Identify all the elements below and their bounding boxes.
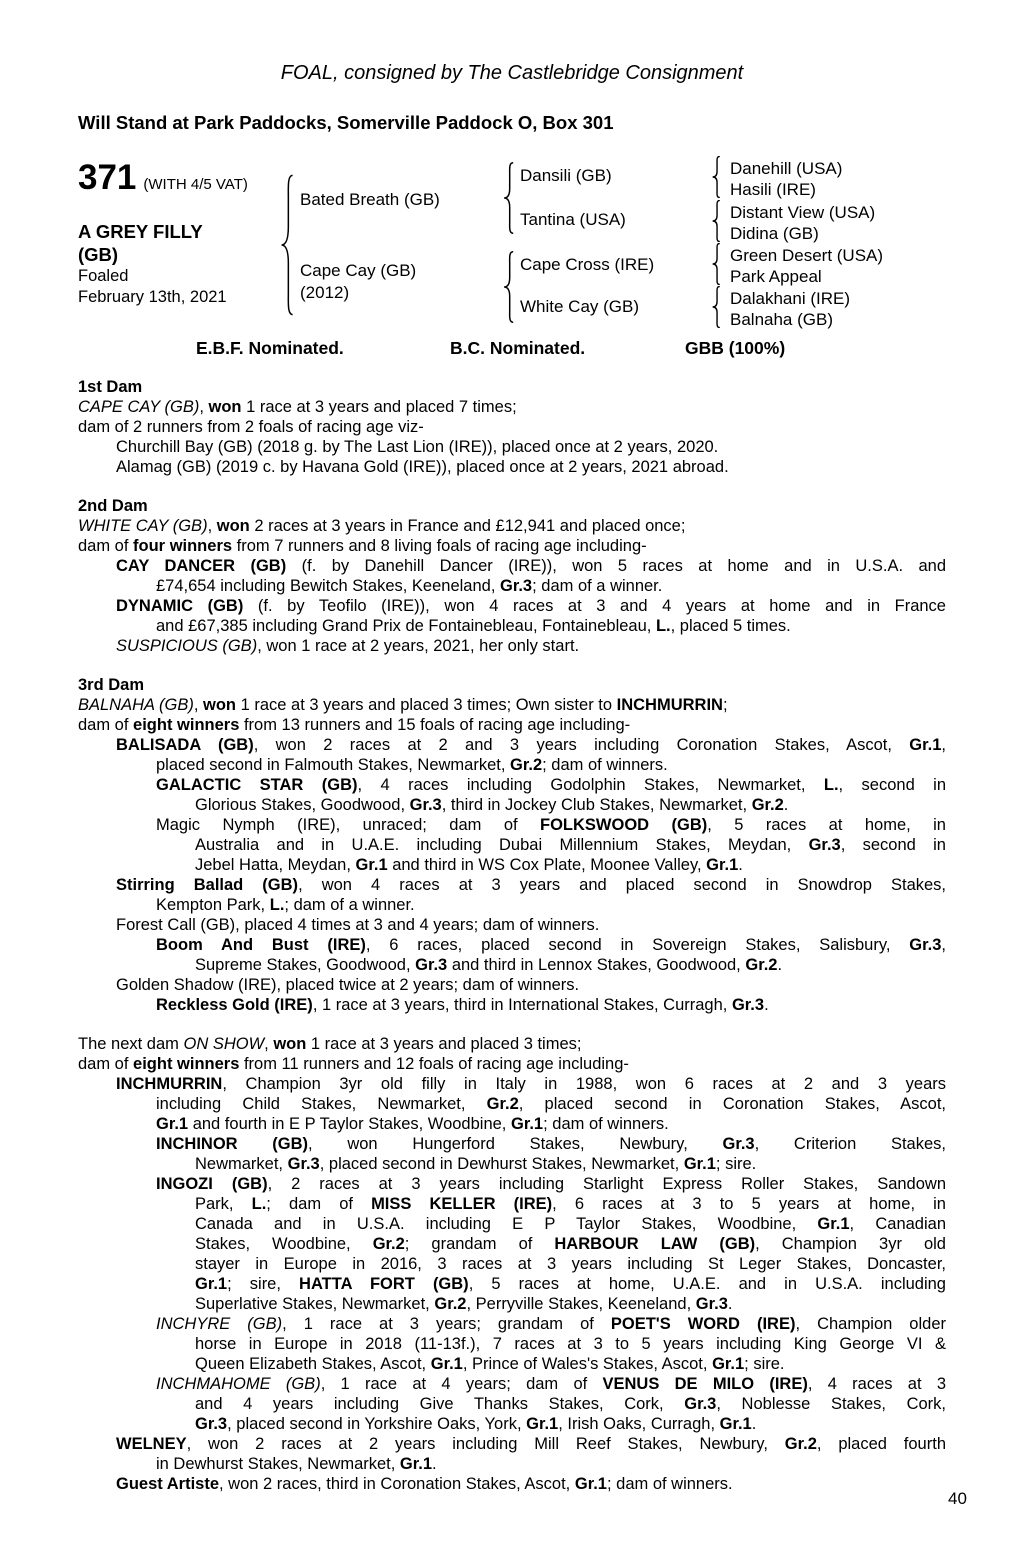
stand-location: Will Stand at Park Paddocks, Somerville Paddock O, Box 301: [78, 112, 614, 133]
catalogue-line: in Dewhurst Stakes, Newmarket, Gr.1.: [156, 1455, 437, 1473]
catalogue-line: placed second in Falmouth Stakes, Newmarket, Gr.2; dam of winners.: [156, 756, 668, 774]
catalogue-line: stayer in Europe in 2016, 3 races at 3 years including St Leger Stakes, Doncaster,: [195, 1255, 946, 1273]
catalogue-line: Churchill Bay (GB) (2018 g. by The Last Lion (IRE)), placed once at 2 years, 2020.: [116, 438, 719, 456]
catalogue-line: WELNEY, won 2 races at 2 years including Mill Reef Stakes, Newbury, Gr.2, placed fourth: [116, 1435, 946, 1453]
catalogue-line: Boom And Bust (IRE), 6 races, placed second in Sovereign Stakes, Salisbury, Gr.3,: [156, 936, 946, 954]
gen3-pair: [730, 288, 850, 330]
gen3-pair: [730, 245, 883, 287]
catalogue-line: Kempton Park, L.; dam of a winner.: [156, 896, 415, 914]
gen3-name: Park Appeal: [730, 267, 822, 286]
catalogue-line: dam of four winners from 7 runners and 8 living foals of racing age including-: [78, 537, 647, 555]
catalogue-line: £74,654 including Bewitch Stakes, Keeneland, Gr.3; dam of a winner.: [156, 577, 663, 595]
catalogue-line: Newmarket, Gr.3, placed second in Dewhurst Stakes, Newmarket, Gr.1; sire.: [195, 1155, 757, 1173]
pedigree-block: [78, 150, 948, 350]
horse-suffix: (GB): [78, 244, 119, 265]
gen3-name: Didina (GB): [730, 224, 819, 243]
catalogue-line: including Child Stakes, Newmarket, Gr.2, placed second in Coronation Stakes, Ascot,: [156, 1095, 946, 1113]
gen2-name: Tantina (USA): [520, 210, 626, 229]
horse-name: A GREY FILLY: [78, 221, 203, 242]
nomination-bc: B.C. Nominated.: [450, 338, 586, 358]
gen3-name: Dalakhani (IRE): [730, 289, 850, 308]
catalogue-line: Superlative Stakes, Newmarket, Gr.2, Perryville Stakes, Keeneland, Gr.3.: [195, 1295, 733, 1313]
catalogue-line: Park, L.; dam of MISS KELLER (IRE), 6 races at 3 to 5 years at home, in: [195, 1195, 946, 1213]
catalogue-line: INCHYRE (GB), 1 race at 3 years; grandam of POET'S WORD (IRE), Champion older: [156, 1315, 946, 1333]
catalogue-line: Canada and in U.S.A. including E P Taylor Stakes, Woodbine, Gr.1, Canadian: [195, 1215, 946, 1233]
catalogue-line: CAY DANCER (GB) (f. by Danehill Dancer (IRE)), won 5 races at home and in U.S.A. and: [116, 557, 946, 575]
nominations-row: [78, 338, 946, 360]
catalogue-line: horse in Europe in 2018 (11-13f.), 7 races at 3 to 5 years including King George VI &: [195, 1335, 946, 1353]
sire-name: Bated Breath (GB): [300, 190, 440, 209]
gen3-name: Danehill (USA): [730, 159, 843, 178]
consignment-title: FOAL, consigned by The Castlebridge Consignment: [280, 62, 744, 84]
gen3-pair: [730, 158, 842, 200]
catalogue-line: dam of eight winners from 13 runners and 15 foals of racing age including-: [78, 716, 631, 734]
catalogue-line: DYNAMIC (GB) (f. by Teofilo (IRE)), won 4 races at 3 and 4 years at home and in France: [116, 597, 946, 615]
catalogue-line: Stakes, Woodbine, Gr.2; grandam of HARBOUR LAW (GB), Champion 3yr old: [195, 1235, 946, 1253]
catalogue-line: CAPE CAY (GB), won 1 race at 3 years and placed 7 times;: [78, 398, 517, 416]
catalogue-line: Golden Shadow (IRE), placed twice at 2 years; dam of winners.: [116, 976, 580, 994]
page-number: 40: [948, 1489, 967, 1508]
pedigree-brace-main: [279, 174, 296, 316]
pedigree-brace-gen3: [711, 286, 722, 328]
catalogue-line: dam of eight winners from 11 runners and 12 foals of racing age including-: [78, 1055, 629, 1073]
lot-number-row: [78, 158, 248, 198]
gen3-name: Green Desert (USA): [730, 246, 884, 265]
pedigree-brace-gen3: [711, 243, 722, 285]
horse-details: [78, 220, 227, 308]
catalogue-line: 2nd Dam: [78, 497, 148, 515]
gen3-name: Distant View (USA): [730, 203, 876, 222]
pedigree-brace-gen3: [711, 156, 722, 198]
catalogue-line: 1st Dam: [78, 378, 143, 396]
pedigree-brace-dam: [502, 251, 516, 323]
catalogue-line: Glorious Stakes, Goodwood, Gr.3, third in Jockey Club Stakes, Newmarket, Gr.2.: [195, 796, 789, 814]
dam-name: Cape Cay (GB): [300, 261, 417, 280]
catalogue-line: dam of 2 runners from 2 foals of racing age viz-: [78, 418, 424, 436]
catalogue-line: Australia and in U.A.E. including Dubai Millennium Stakes, Meydan, Gr.3, second in: [195, 836, 946, 854]
nomination-gbb: GBB (100%): [685, 338, 786, 358]
catalogue-line: and £67,385 including Grand Prix de Fontainebleau, Fontainebleau, L., placed 5 times.: [156, 617, 791, 635]
gen3-pair: [730, 202, 875, 244]
vat-note: (WITH 4/5 VAT): [143, 176, 248, 193]
nomination-ebf: E.B.F. Nominated.: [196, 338, 344, 358]
catalogue-line: The next dam ON SHOW, won 1 race at 3 years and placed 3 times;: [78, 1035, 582, 1053]
catalogue-line: Magic Nymph (IRE), unraced; dam of FOLKSWOOD (GB), 5 races at home, in: [156, 816, 946, 834]
catalogue-line: and 4 years including Give Thanks Stakes, Cork, Gr.3, Noblesse Stakes, Cork,: [195, 1395, 947, 1413]
catalogue-line: 3rd Dam: [78, 676, 145, 694]
catalogue-line: Queen Elizabeth Stakes, Ascot, Gr.1, Prince of Wales's Stakes, Ascot, Gr.1; sire.: [195, 1355, 785, 1373]
pedigree-brace-sire: [502, 162, 516, 234]
catalogue-line: Alamag (GB) (2019 c. by Havana Gold (IRE)), placed once at 2 years, 2021 abroad.: [116, 458, 729, 476]
catalogue-line: Stirring Ballad (GB), won 4 races at 3 years and placed second in Snowdrop Stakes,: [116, 876, 947, 894]
dam-block: [300, 260, 416, 304]
lot-number: 371: [78, 158, 137, 197]
catalogue-line: INCHINOR (GB), won Hungerford Stakes, Newbury, Gr.3, Criterion Stakes,: [156, 1135, 946, 1153]
gen3-name: Balnaha (GB): [730, 310, 833, 329]
catalogue-line: INCHMAHOME (GB), 1 race at 4 years; dam of VENUS DE MILO (IRE), 4 races at 3: [156, 1375, 946, 1393]
gen2-name: Dansili (GB): [520, 166, 612, 185]
catalogue-line: Gr.1 and fourth in E P Taylor Stakes, Woodbine, Gr.1; dam of winners.: [156, 1115, 669, 1133]
catalogue-line: SUSPICIOUS (GB), won 1 race at 2 years, 2021, her only start.: [116, 637, 580, 655]
gen2-name: Cape Cross (IRE): [520, 255, 655, 274]
pedigree-brace-gen3: [711, 200, 722, 242]
catalogue-line: WHITE CAY (GB), won 2 races at 3 years in France and £12,941 and placed once;: [78, 517, 686, 535]
catalogue-line: Gr.3, placed second in Yorkshire Oaks, York, Gr.1, Irish Oaks, Curragh, Gr.1.: [195, 1415, 757, 1433]
catalogue-line: Gr.1; sire, HATTA FORT (GB), 5 races at home, U.A.E. and in U.S.A. including: [195, 1275, 946, 1293]
gen3-name: Hasili (IRE): [730, 180, 816, 199]
catalogue-line: Reckless Gold (IRE), 1 race at 3 years, third in International Stakes, Curragh, Gr.3.: [156, 996, 769, 1014]
catalogue-line: GALACTIC STAR (GB), 4 races including Godolphin Stakes, Newmarket, L., second in: [156, 776, 946, 794]
dam-year: (2012): [300, 283, 350, 302]
catalogue-body: [78, 377, 946, 1494]
catalogue-line: Forest Call (GB), placed 4 times at 3 and 4 years; dam of winners.: [116, 916, 600, 934]
catalogue-line: Guest Artiste, won 2 races, third in Coronation Stakes, Ascot, Gr.1; dam of winners.: [116, 1475, 733, 1493]
foaled-label: Foaled: [78, 267, 129, 285]
gen2-name: White Cay (GB): [520, 297, 640, 316]
catalogue-line: Jebel Hatta, Meydan, Gr.1 and third in WS Cox Plate, Moonee Valley, Gr.1.: [195, 856, 743, 874]
catalogue-line: BALISADA (GB), won 2 races at 2 and 3 years including Coronation Stakes, Ascot, Gr.1,: [116, 736, 946, 754]
catalogue-line: BALNAHA (GB), won 1 race at 3 years and placed 3 times; Own sister to INCHMURRIN;: [78, 696, 728, 714]
catalogue-line: INGOZI (GB), 2 races at 3 years including Starlight Express Roller Stakes, Sandown: [156, 1175, 946, 1193]
catalogue-line: Supreme Stakes, Goodwood, Gr.3 and third in Lennox Stakes, Goodwood, Gr.2.: [195, 956, 783, 974]
foaled-date: February 13th, 2021: [78, 288, 227, 306]
catalogue-line: INCHMURRIN, Champion 3yr old filly in Italy in 1988, won 6 races at 2 and 3 years: [116, 1075, 946, 1093]
